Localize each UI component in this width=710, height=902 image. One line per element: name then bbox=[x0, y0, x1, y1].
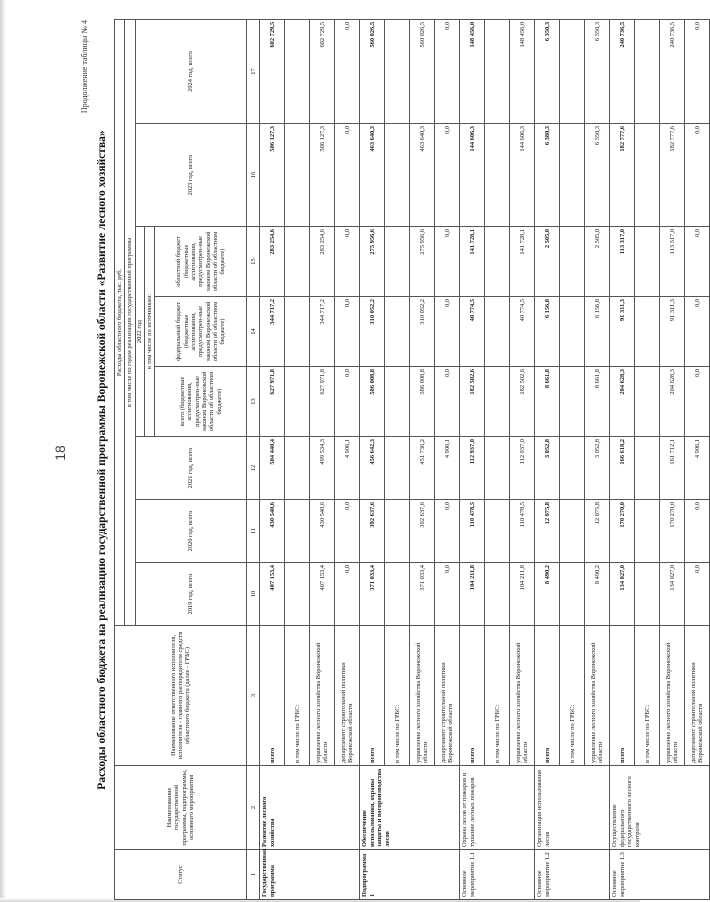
header-2022-total: всего (бюджетные ассигнования, предусмотрен-ные законом Воронежской области об областном бюджете) bbox=[155, 367, 247, 437]
row-value bbox=[285, 563, 310, 626]
row-value: 141 728,1 bbox=[510, 227, 535, 297]
row-value: 144 606,3 bbox=[510, 124, 535, 227]
row-value bbox=[635, 297, 660, 367]
row-value: 0,0 bbox=[435, 19, 460, 123]
row-value bbox=[635, 367, 660, 437]
column-number: 15 bbox=[247, 227, 260, 297]
table-row bbox=[535, 19, 560, 899]
row-value: 110 478,5 bbox=[460, 500, 485, 563]
row-value: 430 540,6 bbox=[260, 500, 285, 563]
header-2022-federal: федеральный бюджет (бюджетные ассигнования, предусмотрен-ные законом Воронежской области об областном бюджете) bbox=[155, 297, 247, 367]
column-number: 14 bbox=[247, 297, 260, 367]
row-value bbox=[485, 563, 510, 626]
row-value bbox=[485, 297, 510, 367]
row-value: 499 534,3 bbox=[310, 437, 335, 500]
row-value: 627 971,8 bbox=[260, 367, 285, 437]
row-executor: управление лесного хозяйства Воронежской области bbox=[660, 626, 685, 766]
row-value bbox=[385, 500, 410, 563]
row-value bbox=[285, 227, 310, 297]
row-value bbox=[385, 124, 410, 227]
table-row bbox=[360, 19, 385, 899]
row-value: 141 728,1 bbox=[460, 227, 485, 297]
row-value: 371 033,4 bbox=[410, 563, 435, 626]
row-value: 344 717,2 bbox=[310, 297, 335, 367]
row-value: 182 777,6 bbox=[660, 124, 685, 227]
row-value: 0,0 bbox=[335, 297, 360, 367]
row-value bbox=[485, 19, 510, 123]
row-value: 3 052,8 bbox=[585, 437, 610, 500]
row-value bbox=[285, 124, 310, 227]
row-value bbox=[635, 227, 660, 297]
row-executor: управление лесного хозяйства Воронежской области bbox=[410, 626, 435, 766]
row-value bbox=[635, 437, 660, 500]
header-2020: 2020 год, всего bbox=[135, 500, 247, 563]
row-value: 2 505,0 bbox=[535, 227, 560, 297]
row-program-name: Обеспечение использования, охраны защиты и воспроизводства лесов bbox=[360, 766, 460, 850]
row-value bbox=[560, 500, 585, 563]
budget-table bbox=[114, 19, 710, 900]
header-2022 bbox=[135, 227, 155, 437]
row-value bbox=[385, 367, 410, 437]
header-2021: 2021 год, всего bbox=[135, 437, 247, 500]
column-number: 17 bbox=[247, 19, 260, 123]
row-value: 463 640,3 bbox=[360, 124, 385, 227]
column-number: 2 bbox=[247, 766, 260, 850]
row-value: 166 618,2 bbox=[610, 437, 635, 500]
header-name: Наименование государственной программы, подпрограммы, основного мероприятия bbox=[115, 766, 247, 850]
row-value bbox=[285, 367, 310, 437]
row-value: 275 956,6 bbox=[410, 227, 435, 297]
row-value: 0,0 bbox=[685, 19, 710, 123]
row-executor: в том числе по ГРБС: bbox=[560, 626, 585, 766]
row-value: 0,0 bbox=[435, 124, 460, 227]
row-value: 40 774,5 bbox=[460, 297, 485, 367]
row-value: 148 456,0 bbox=[460, 19, 485, 123]
row-value bbox=[560, 437, 585, 500]
row-value bbox=[560, 124, 585, 227]
table-row bbox=[260, 19, 285, 899]
row-value bbox=[560, 297, 585, 367]
scan-edge bbox=[0, 0, 6, 902]
row-value bbox=[285, 19, 310, 123]
row-status: Основное мероприятие 1.3 bbox=[610, 850, 710, 900]
row-value: 182 502,6 bbox=[510, 367, 535, 437]
column-number: 11 bbox=[247, 500, 260, 563]
row-executor: департамент строительной политики Воронежской области bbox=[685, 626, 710, 766]
row-executor: департамент строительной политики Воронежской области bbox=[435, 626, 460, 766]
row-value: 6 156,8 bbox=[585, 297, 610, 367]
row-value bbox=[635, 124, 660, 227]
row-value: 240 736,5 bbox=[660, 19, 685, 123]
row-value: 4 906,1 bbox=[685, 437, 710, 500]
row-value: 602 729,5 bbox=[310, 19, 335, 123]
table-row bbox=[610, 19, 635, 899]
row-value: 182 502,6 bbox=[460, 367, 485, 437]
row-value: 2 505,0 bbox=[585, 227, 610, 297]
row-value: 6 156,8 bbox=[535, 297, 560, 367]
row-value: 392 637,6 bbox=[360, 500, 385, 563]
row-value bbox=[635, 563, 660, 626]
row-value: 283 254,6 bbox=[260, 227, 285, 297]
row-value: 104 211,8 bbox=[460, 563, 485, 626]
row-executor: всего bbox=[260, 626, 285, 766]
row-value: 6 350,3 bbox=[585, 19, 610, 123]
row-value: 148 456,0 bbox=[510, 19, 535, 123]
column-number: 10 bbox=[247, 563, 260, 626]
row-value bbox=[385, 437, 410, 500]
column-number: 1 bbox=[247, 850, 260, 900]
row-value: 407 153,4 bbox=[310, 563, 335, 626]
row-value: 0,0 bbox=[435, 227, 460, 297]
row-executor: управление лесного хозяйства Воронежской области bbox=[310, 626, 335, 766]
row-value: 0,0 bbox=[685, 500, 710, 563]
row-value bbox=[385, 563, 410, 626]
page-number: 18 bbox=[51, 445, 68, 461]
row-value: 392 637,6 bbox=[410, 500, 435, 563]
row-value: 0,0 bbox=[685, 563, 710, 626]
row-value bbox=[385, 227, 410, 297]
row-value bbox=[485, 500, 510, 563]
row-executor: всего bbox=[610, 626, 635, 766]
row-value: 204 628,3 bbox=[660, 367, 685, 437]
column-number: 13 bbox=[247, 367, 260, 437]
row-value: 8 661,8 bbox=[585, 367, 610, 437]
header-by-years: в том числе по годам реализации государственной программы bbox=[125, 19, 135, 625]
row-value: 602 729,5 bbox=[260, 19, 285, 123]
row-value: 113 317,0 bbox=[660, 227, 685, 297]
row-value: 110 478,5 bbox=[510, 500, 535, 563]
row-value: 506 127,3 bbox=[260, 124, 285, 227]
row-value: 451 736,2 bbox=[410, 437, 435, 500]
row-value: 4 906,1 bbox=[335, 437, 360, 500]
row-value: 0,0 bbox=[335, 124, 360, 227]
row-value: 112 937,0 bbox=[460, 437, 485, 500]
row-value: 586 008,8 bbox=[360, 367, 385, 437]
row-value: 40 774,5 bbox=[510, 297, 535, 367]
row-value bbox=[385, 19, 410, 123]
row-value bbox=[560, 19, 585, 123]
header-2019: 2019 год, всего bbox=[135, 563, 247, 626]
row-value: 170 270,0 bbox=[660, 500, 685, 563]
row-value: 134 027,0 bbox=[610, 563, 635, 626]
header-2022-label: 2022 год bbox=[136, 227, 145, 436]
row-value bbox=[385, 297, 410, 367]
row-value: 504 440,4 bbox=[260, 437, 285, 500]
row-value: 0,0 bbox=[685, 227, 710, 297]
row-status: Государственная программа bbox=[260, 850, 360, 900]
row-status: Основное мероприятие 1.2 bbox=[535, 850, 610, 900]
row-value: 104 211,8 bbox=[510, 563, 535, 626]
row-value: 430 540,6 bbox=[310, 500, 335, 563]
row-value: 586 008,8 bbox=[410, 367, 435, 437]
row-program-name: Организация использования лесов bbox=[535, 766, 610, 850]
row-executor: в том числе по ГРБС: bbox=[485, 626, 510, 766]
row-value: 8 661,8 bbox=[535, 367, 560, 437]
header-executor: Наименование ответственного исполнителя, исполнителя - главного распорядителя средств областного бюджета (далее - ГРБС) bbox=[115, 626, 247, 766]
row-executor: управление лесного хозяйства Воронежской области bbox=[585, 626, 610, 766]
row-value: 12 075,8 bbox=[585, 500, 610, 563]
header-2022-sources: в том числе по источникам: bbox=[146, 293, 154, 370]
row-value: 91 311,3 bbox=[660, 297, 685, 367]
row-value: 463 640,3 bbox=[410, 124, 435, 227]
row-value: 560 026,5 bbox=[410, 19, 435, 123]
table-continuation-note: Продолжение таблицы № 4 bbox=[80, 20, 89, 114]
row-executor: управление лесного хозяйства Воронежской области bbox=[510, 626, 535, 766]
row-value: 0,0 bbox=[685, 124, 710, 227]
header-2023: 2023 год, всего bbox=[135, 124, 247, 227]
header-expenses: Расходы областного бюджета, тыс. руб. bbox=[115, 19, 125, 625]
table-body bbox=[260, 19, 710, 899]
row-value: 456 642,3 bbox=[360, 437, 385, 500]
row-value: 134 027,0 bbox=[660, 563, 685, 626]
row-program-name: Охрана лесов от пожаров и тушение лесных пожаров bbox=[460, 766, 535, 850]
row-value bbox=[485, 437, 510, 500]
row-value: 91 311,3 bbox=[610, 297, 635, 367]
row-value: 113 317,0 bbox=[610, 227, 635, 297]
row-value: 6 350,3 bbox=[585, 124, 610, 227]
row-value: 8 490,2 bbox=[585, 563, 610, 626]
row-value: 8 490,2 bbox=[535, 563, 560, 626]
row-value: 627 971,8 bbox=[310, 367, 335, 437]
row-value: 182 777,6 bbox=[610, 124, 635, 227]
row-value: 3 052,8 bbox=[535, 437, 560, 500]
row-value: 371 033,4 bbox=[360, 563, 385, 626]
row-value: 112 937,0 bbox=[510, 437, 535, 500]
row-value: 560 026,5 bbox=[360, 19, 385, 123]
row-value: 0,0 bbox=[435, 500, 460, 563]
row-value: 0,0 bbox=[685, 367, 710, 437]
row-value: 0,0 bbox=[435, 297, 460, 367]
row-value: 407 153,4 bbox=[260, 563, 285, 626]
column-number: 3 bbox=[247, 626, 260, 766]
table-row bbox=[460, 19, 485, 899]
row-value bbox=[285, 500, 310, 563]
row-value bbox=[485, 367, 510, 437]
row-value bbox=[635, 19, 660, 123]
row-value: 275 956,6 bbox=[360, 227, 385, 297]
row-value: 0,0 bbox=[335, 500, 360, 563]
row-value: 144 606,3 bbox=[460, 124, 485, 227]
row-value: 0,0 bbox=[335, 227, 360, 297]
document-title: Расходы областного бюджета на реализацию государственной программы Воронежской области «Развитие лесного хозяйства» bbox=[96, 130, 108, 790]
row-executor: в том числе по ГРБС: bbox=[385, 626, 410, 766]
row-value: 161 712,1 bbox=[660, 437, 685, 500]
row-value: 4 906,1 bbox=[435, 437, 460, 500]
row-value: 0,0 bbox=[335, 367, 360, 437]
row-executor: в том числе по ГРБС: bbox=[635, 626, 660, 766]
row-value: 204 628,3 bbox=[610, 367, 635, 437]
row-value: 310 052,2 bbox=[360, 297, 385, 367]
row-value: 0,0 bbox=[335, 563, 360, 626]
row-value: 310 052,2 bbox=[410, 297, 435, 367]
row-value: 283 254,6 bbox=[310, 227, 335, 297]
row-executor: всего bbox=[535, 626, 560, 766]
row-value: 0,0 bbox=[435, 367, 460, 437]
row-value: 170 270,0 bbox=[610, 500, 635, 563]
row-executor: всего bbox=[360, 626, 385, 766]
row-value bbox=[560, 227, 585, 297]
row-executor: в том числе по ГРБС: bbox=[285, 626, 310, 766]
row-executor: департамент строительной политики Воронежской области bbox=[335, 626, 360, 766]
row-program-name: Осуществление федерального государственного лесного контроля bbox=[610, 766, 710, 850]
row-value: 0,0 bbox=[335, 19, 360, 123]
row-value bbox=[560, 367, 585, 437]
row-status: Подпрограмма 1 bbox=[360, 850, 460, 900]
column-number: 16 bbox=[247, 124, 260, 227]
column-numbers-row bbox=[247, 19, 260, 899]
row-value bbox=[485, 124, 510, 227]
header-status: Статус bbox=[115, 850, 247, 900]
row-value bbox=[285, 437, 310, 500]
column-number: 12 bbox=[247, 437, 260, 500]
row-value: 240 736,5 bbox=[610, 19, 635, 123]
row-value bbox=[635, 500, 660, 563]
header-2024: 2024 год, всего bbox=[135, 19, 247, 123]
header-2022-regional: областной бюджет (бюджетные ассигнования, предусмотрен-ные законом Воронежской области об областном бюджете) bbox=[155, 227, 247, 297]
row-program-name: Развитие лесного хозяйства bbox=[260, 766, 360, 850]
row-value: 344 717,2 bbox=[260, 297, 285, 367]
row-value: 6 350,3 bbox=[535, 19, 560, 123]
row-value bbox=[560, 563, 585, 626]
row-value: 506 127,3 bbox=[310, 124, 335, 227]
row-value: 6 380,3 bbox=[535, 124, 560, 227]
row-value: 12 075,8 bbox=[535, 500, 560, 563]
row-value bbox=[285, 297, 310, 367]
row-value bbox=[485, 227, 510, 297]
row-value: 0,0 bbox=[685, 297, 710, 367]
row-executor: всего bbox=[460, 626, 485, 766]
row-value: 0,0 bbox=[435, 563, 460, 626]
row-status: Основное мероприятие 1.1 bbox=[460, 850, 535, 900]
document-sheet bbox=[80, 20, 705, 900]
